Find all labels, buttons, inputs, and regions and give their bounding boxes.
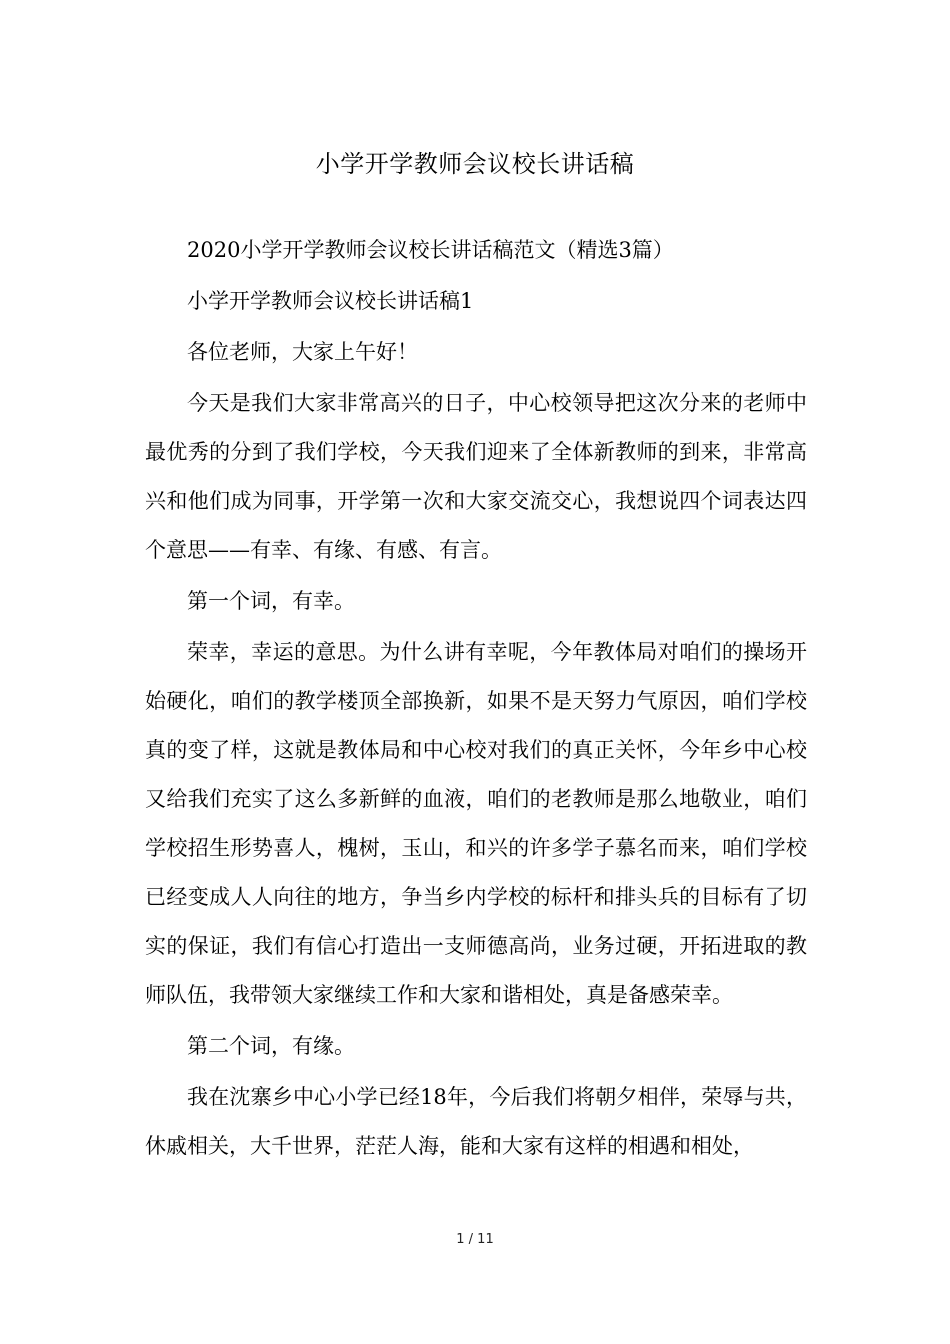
document-body (145, 226, 807, 1173)
paragraph-second-word: 第二个词，有缘。 (187, 1034, 355, 1058)
document-title: 小学开学教师会议校长讲话稿 (315, 150, 635, 178)
paragraph-subtitle: 2020小学开学教师会议校长讲话稿范文（精选3篇） (187, 238, 674, 262)
paragraph-greeting: 各位老师，大家上午好！ (187, 340, 418, 364)
paragraph-section-heading: 小学开学教师会议校长讲话稿1 (187, 289, 474, 313)
paragraph-intro: 今天是我们大家非常高兴的日子，中心校领导把这次分来的老师中最优秀的分到了我们学校，今天我们迎来了全体新教师的到来，非常高兴和他们成为同事，开学第一次和大家交流交心，我想说四个词表达四个意思——有幸、有缘、有感、有言。 (145, 391, 807, 562)
paragraph-first-word: 第一个词，有幸。 (187, 589, 355, 613)
page-number: 1 / 11 (456, 1232, 494, 1247)
paragraph-fate: 我在沈寨乡中心小学已经18年，今后我们将朝夕相伴，荣辱与共，休戚相关，大千世界，茫茫人海，能和大家有这样的相遇和相处， (145, 1085, 807, 1158)
paragraph-honor: 荣幸，幸运的意思。为什么讲有幸呢，今年教体局对咱们的操场开始硬化，咱们的教学楼顶全部换新，如果不是天努力气原因，咱们学校真的变了样，这就是教体局和中心校对我们的真正关怀，今年乡中心校又给我们充实了这么多新鲜的血液，咱们的老教师是那么地敬业，咱们学校招生形势喜人，槐树，玉山，和兴的许多学子慕名而来，咱们学校已经变成人人向往的地方，争当乡内学校的标杆和排头兵的目标有了切实的保证，我们有信心打造出一支师德高尚，业务过硬，开拓进取的教师队伍，我带领大家继续工作和大家和谐相处，真是备感荣幸。 (145, 640, 807, 1007)
